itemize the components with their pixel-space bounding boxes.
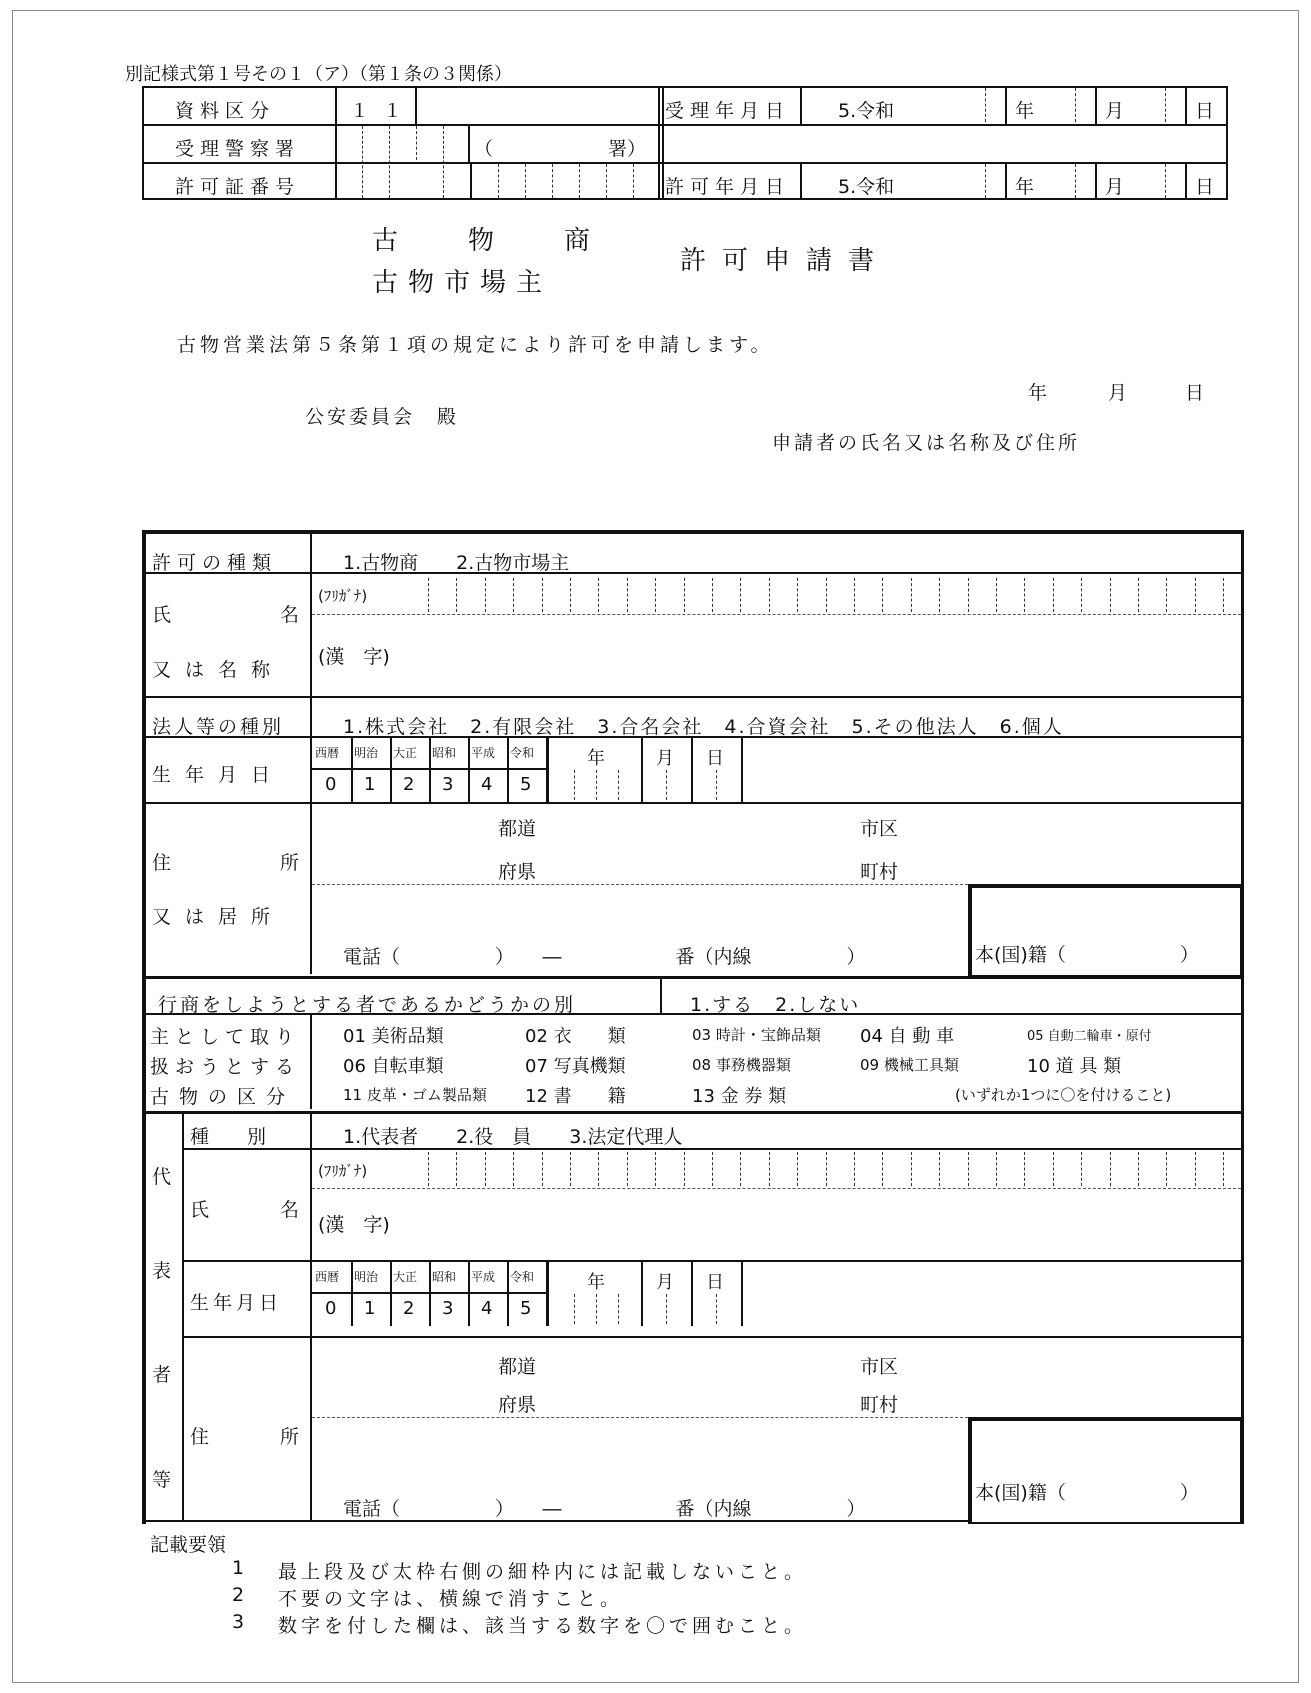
- juri-tsuki: 月: [1105, 100, 1125, 122]
- rep-jusho-2: 所: [280, 1426, 300, 1448]
- rep-furigana-grid-line: [797, 1152, 798, 1186]
- instr-2-text: 不要の文字は、横線で消すこと。: [278, 1588, 624, 1610]
- main-birth-era-num-5: 5: [520, 774, 532, 795]
- rep-birth-grid-line: [390, 1262, 392, 1326]
- rep-honseki-box: [968, 1417, 1244, 1524]
- juri-era: 5.令和: [838, 100, 895, 122]
- rep-honseki-label: 本(国)籍（ ）: [975, 1482, 1199, 1504]
- jusho-label-3: 又は居所: [152, 906, 285, 928]
- furigana-grid-line: [627, 578, 628, 612]
- applicant-label: 申請者の氏名又は名称及び住所: [772, 432, 1081, 454]
- main-birth-grid-line: [468, 738, 470, 802]
- kobutsu-03: 03 時計・宝飾品類: [692, 1026, 821, 1044]
- rep-shubetsu-label: 種 別: [190, 1126, 267, 1148]
- furigana-grid-line: [1195, 578, 1196, 612]
- main-birth-grid-line: [618, 770, 619, 800]
- rep-birth-grid-line: [618, 1294, 619, 1324]
- rep-shiku: 市区: [860, 1356, 899, 1378]
- furigana-grid-line: [769, 578, 770, 612]
- juri-hi: 日: [1195, 100, 1215, 122]
- main-birth-hi: 日: [706, 748, 724, 769]
- kobutsu-label-1: 主として取り: [150, 1026, 301, 1048]
- rep-furigana-grid-line: [456, 1152, 457, 1186]
- rep-furigana-grid-line: [911, 1152, 912, 1186]
- furigana-grid-line: [456, 578, 457, 612]
- statement: 古物営業法第５条第１項の規定により許可を申請します。: [177, 334, 774, 356]
- honseki-label: 本(国)籍（ ）: [975, 944, 1199, 966]
- rep-shubetsu-opts: 1.代表者 2.役 員 3.法定代理人: [343, 1126, 683, 1148]
- main-birth-era-1: 明治: [354, 746, 379, 760]
- rep-furigana-grid-line: [570, 1152, 571, 1186]
- rep-furigana-grid-line: [968, 1152, 969, 1186]
- hojin-label: 法人等の種別: [152, 716, 285, 738]
- kobutsu-10: 10 道 具 類: [1027, 1056, 1122, 1077]
- furigana-grid-line: [1024, 578, 1025, 612]
- kobutsu-label-2: 扱おうとする: [150, 1056, 301, 1078]
- rep-birth-era-num-0: 0: [325, 1298, 337, 1319]
- kyoka-hi: 日: [1195, 176, 1215, 198]
- main-birth-era-2: 大正: [393, 746, 418, 760]
- rep-furigana-grid-line: [740, 1152, 741, 1186]
- main-birth-grid-line: [691, 738, 693, 802]
- furigana-grid-line: [911, 578, 912, 612]
- title-main: 許可申請書: [680, 246, 891, 276]
- main-birth-grid-line: [741, 738, 743, 802]
- main-birth-grid-line: [429, 738, 431, 802]
- rep-birth-label: 生年月日: [190, 1292, 283, 1314]
- furigana-grid-line: [854, 578, 855, 612]
- juri-nen: 年: [1015, 100, 1035, 122]
- instr-1-text: 最上段及び太枠右側の細枠内には記載しないこと。: [278, 1561, 808, 1583]
- main-birth-grid-line: [546, 738, 549, 802]
- kobutsu-09: 09 機械工具類: [860, 1056, 959, 1074]
- furigana-grid-line: [542, 578, 543, 612]
- jusho-label-1: 住: [152, 852, 172, 874]
- rep-furigana-grid-line: [627, 1152, 628, 1186]
- rep-shimei-1: 氏: [190, 1199, 210, 1221]
- rep-furigana-grid-line: [513, 1152, 514, 1186]
- furigana-grid-line: [598, 578, 599, 612]
- furigana-grid-line: [797, 578, 798, 612]
- rep-fuken: 府県: [498, 1394, 537, 1416]
- rep-birth-era-3: 昭和: [432, 1270, 457, 1284]
- rep-birth-grid-line: [741, 1262, 743, 1326]
- rep-birth-era-num-1: 1: [364, 1298, 376, 1319]
- hojin-opts: 1.株式会社 2.有限会社 3.合名会社 4.合資会社 5.その他法人 6.個人: [343, 716, 1064, 738]
- kyoka-nen: 年: [1015, 176, 1035, 198]
- main-birth-grid-line: [596, 770, 597, 800]
- rep-birth-grid-line: [641, 1262, 643, 1326]
- rep-chouson: 町村: [860, 1394, 899, 1416]
- rep-furigana-grid-line: [542, 1152, 543, 1186]
- date-nen: 年: [1028, 382, 1048, 404]
- kobutsu-02: 02 衣 類: [525, 1026, 626, 1047]
- rep-birth-grid-line: [716, 1294, 717, 1324]
- rep-birth-grid-line: [312, 1292, 546, 1294]
- main-birth-grid-line: [641, 738, 643, 802]
- shiryo-kubun-label: 資料区分: [175, 100, 276, 122]
- birth-label: 生年月日: [152, 764, 285, 786]
- furigana-grid-line: [882, 578, 883, 612]
- furigana-grid-line: [513, 578, 514, 612]
- date-hi: 日: [1185, 382, 1205, 404]
- rep-tel-label: 電話（ ） ― 番（内線 ）: [343, 1498, 866, 1520]
- kyoka-shurui-label: 許可の種類: [152, 552, 278, 574]
- shimei-label-3: 又は名称: [152, 659, 285, 681]
- kyoka-era: 5.令和: [838, 176, 895, 198]
- furigana-grid-line: [939, 578, 940, 612]
- furigana-grid-line: [1138, 578, 1139, 612]
- instructions-title: 記載要領: [150, 1534, 227, 1556]
- kyokasho-bango-label: 許可証番号: [175, 176, 301, 198]
- shimei-label-1: 氏: [152, 604, 172, 626]
- kyoka-date-label: 許可年月日: [665, 176, 791, 198]
- instr-3-text: 数字を付した欄は、該当する数字を〇で囲むこと。: [278, 1615, 808, 1637]
- furigana-grid-line: [1223, 578, 1224, 612]
- form-caption: 別記様式第１号その１（ア）（第１条の３関係）: [125, 64, 512, 85]
- rep-birth-grid-line: [666, 1294, 667, 1324]
- rep-furigana-grid-line: [826, 1152, 827, 1186]
- rep-birth-grid-line: [546, 1262, 549, 1326]
- rep-birth-era-4: 平成: [471, 1270, 496, 1284]
- rep-furigana-grid-line: [1138, 1152, 1139, 1186]
- instr-2-num: 2: [232, 1584, 245, 1606]
- kobutsu-label-3: 古物の区分: [150, 1086, 296, 1108]
- rep-birth-era-5: 令和: [510, 1270, 535, 1284]
- rep-furigana-grid-line: [712, 1152, 713, 1186]
- rep-birth-era-num-3: 3: [442, 1298, 454, 1319]
- kobutsu-05: 05 自動二輪車・原付: [1027, 1029, 1152, 1044]
- furigana-grid-line: [740, 578, 741, 612]
- rep-birth-grid-line: [468, 1262, 470, 1326]
- fuken-label: 府県: [498, 861, 537, 883]
- todo-label: 都道: [498, 818, 537, 840]
- furigana-grid-line: [655, 578, 656, 612]
- main-birth-grid-line: [312, 768, 546, 770]
- rep-birth-tsuki: 月: [656, 1272, 674, 1293]
- rep-furigana-grid-line: [1053, 1152, 1054, 1186]
- kobutsu-11: 11 皮革・ゴム製品類: [343, 1086, 487, 1104]
- rep-birth-grid-line: [507, 1262, 509, 1326]
- rep-birth-era-num-4: 4: [481, 1298, 493, 1319]
- rep-furigana-grid-line: [882, 1152, 883, 1186]
- rep-todo: 都道: [498, 1356, 537, 1378]
- juri-date-label: 受理年月日: [665, 100, 791, 122]
- furigana-grid-line: [428, 578, 429, 612]
- chouson-label: 町村: [860, 861, 899, 883]
- rep-furigana-label: (ﾌﾘｶﾞﾅ): [318, 1162, 368, 1180]
- furigana-grid-line: [570, 578, 571, 612]
- main-birth-grid-line: [351, 738, 353, 802]
- main-birth-era-num-2: 2: [403, 774, 415, 795]
- kobutsu-04: 04 自 動 車: [860, 1026, 955, 1047]
- furigana-grid-line: [684, 578, 685, 612]
- furigana-grid-line: [826, 578, 827, 612]
- rep-kanji-label: (漢 字): [318, 1214, 390, 1236]
- kobutsu-08: 08 事務機器類: [692, 1056, 791, 1074]
- rep-furigana-grid-line: [1223, 1152, 1224, 1186]
- main-birth-era-num-1: 1: [364, 774, 376, 795]
- rep-birth-era-num-5: 5: [520, 1298, 532, 1319]
- gyosho-opts: 1.する 2.しない: [690, 994, 861, 1016]
- furigana-grid-line: [485, 578, 486, 612]
- rep-birth-era-2: 大正: [393, 1270, 418, 1284]
- rep-furigana-grid-line: [996, 1152, 997, 1186]
- rep-furigana-grid-line: [939, 1152, 940, 1186]
- shiryo-code: １１: [350, 100, 417, 122]
- rep-birth-grid-line: [691, 1262, 693, 1326]
- kobutsu-note: (いずれか1つに〇を付けること): [955, 1086, 1172, 1104]
- main-birth-nen: 年: [587, 748, 605, 769]
- main-birth-era-5: 令和: [510, 746, 535, 760]
- main-birth-grid-line: [574, 770, 575, 800]
- rep-birth-era-1: 明治: [354, 1270, 379, 1284]
- kobutsu-01: 01 美術品類: [343, 1026, 444, 1047]
- rep-furigana-grid-line: [684, 1152, 685, 1186]
- rep-birth-grid-line: [574, 1294, 575, 1324]
- rep-furigana-grid-line: [598, 1152, 599, 1186]
- rep-furigana-grid-line: [1110, 1152, 1111, 1186]
- rep-birth-era-num-2: 2: [403, 1298, 415, 1319]
- furigana-grid-line: [1053, 578, 1054, 612]
- rep-birth-grid-line: [429, 1262, 431, 1326]
- rep-furigana-grid-line: [655, 1152, 656, 1186]
- rep-furigana-grid-line: [485, 1152, 486, 1186]
- rep-furigana-grid-line: [1195, 1152, 1196, 1186]
- furigana-grid-line: [1166, 578, 1167, 612]
- furigana-grid-line: [968, 578, 969, 612]
- kyoka-tsuki: 月: [1105, 176, 1125, 198]
- rep-furigana-grid-line: [428, 1152, 429, 1186]
- instr-1-num: 1: [232, 1557, 245, 1579]
- rep-shimei-2: 名: [280, 1199, 300, 1221]
- kanji-label: (漢 字): [318, 646, 390, 668]
- furigana-grid-line: [996, 578, 997, 612]
- main-birth-era-4: 平成: [471, 746, 496, 760]
- shimei-label-2: 名: [280, 604, 300, 626]
- rep-furigana-grid-line: [1081, 1152, 1082, 1186]
- rep-side-1: 代: [152, 1166, 172, 1188]
- kyoka-shurui-opts: 1.古物商 2.古物市場主: [343, 552, 570, 574]
- main-birth-grid-line: [390, 738, 392, 802]
- addressee: 公安委員会 殿: [305, 406, 460, 428]
- tel-label: 電話（ ） ― 番（内線 ）: [343, 946, 866, 968]
- main-birth-era-num-3: 3: [442, 774, 454, 795]
- rep-furigana-grid-line: [1024, 1152, 1025, 1186]
- shiku-label: 市区: [860, 818, 899, 840]
- main-birth-era-num-0: 0: [325, 774, 337, 795]
- main-birth-era-3: 昭和: [432, 746, 457, 760]
- kobutsu-13: 13 金 券 類: [692, 1086, 787, 1107]
- rep-furigana-grid-line: [854, 1152, 855, 1186]
- kobutsu-06: 06 自転車類: [343, 1056, 444, 1077]
- rep-furigana-grid-line: [769, 1152, 770, 1186]
- jusho-label-2: 所: [280, 852, 300, 874]
- kobutsu-12: 12 書 籍: [525, 1086, 626, 1107]
- rep-side-4: 等: [152, 1469, 172, 1491]
- rep-birth-hi: 日: [706, 1272, 724, 1293]
- rep-birth-era-0: 西暦: [315, 1270, 340, 1284]
- rep-birth-grid-line: [351, 1262, 353, 1326]
- furigana-label: (ﾌﾘｶﾞﾅ): [318, 587, 368, 605]
- kobutsu-07: 07 写真機類: [525, 1056, 626, 1077]
- furigana-grid-line: [712, 578, 713, 612]
- rep-side-2: 表: [152, 1260, 172, 1282]
- furigana-grid-line: [1110, 578, 1111, 612]
- date-tsuki: 月: [1108, 382, 1128, 404]
- juri-keisatsusho-label: 受理警察署: [175, 138, 301, 160]
- main-birth-tsuki: 月: [656, 748, 674, 769]
- instr-3-num: 3: [232, 1611, 245, 1633]
- furigana-grid-line: [1081, 578, 1082, 612]
- sho-paren: （: [474, 138, 494, 160]
- rep-birth-grid-line: [596, 1294, 597, 1324]
- title-line2: 古物市場主: [372, 268, 553, 298]
- main-birth-grid-line: [666, 770, 667, 800]
- main-birth-grid-line: [507, 738, 509, 802]
- title-line1: 古 物 商: [372, 226, 613, 256]
- main-birth-era-num-4: 4: [481, 774, 493, 795]
- main-birth-era-0: 西暦: [315, 746, 340, 760]
- main-birth-grid-line: [716, 770, 717, 800]
- rep-jusho-1: 住: [190, 1426, 210, 1448]
- rep-side-3: 者: [152, 1364, 172, 1386]
- sho-suffix: 署）: [608, 138, 647, 160]
- rep-furigana-grid-line: [1166, 1152, 1167, 1186]
- rep-birth-nen: 年: [587, 1272, 605, 1293]
- gyosho-label: 行商をしようとする者であるかどうかの別: [158, 994, 577, 1016]
